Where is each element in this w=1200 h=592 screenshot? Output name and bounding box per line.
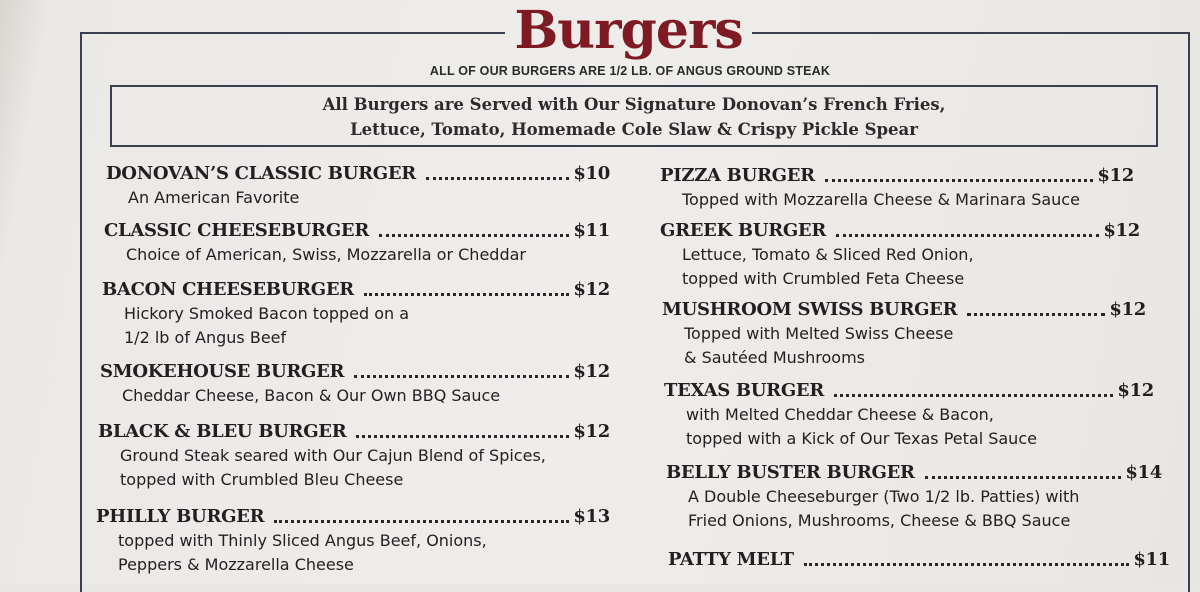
dot-leader <box>379 234 569 237</box>
menu-item-description: Lettuce, Tomato & Sliced Red Onion, <box>682 245 974 264</box>
dot-leader <box>925 476 1122 479</box>
menu-title: Burgers <box>514 0 743 61</box>
menu-item <box>668 549 1170 570</box>
frame-top-rule-right <box>752 32 1188 34</box>
menu-item-header <box>98 421 610 442</box>
menu-item-name: BELLY BUSTER BURGER <box>666 462 915 483</box>
menu-item-description: An American Favorite <box>128 188 300 207</box>
dot-leader <box>364 293 569 296</box>
menu-item-description: topped with Thinly Sliced Angus Beef, Onions, <box>118 531 487 550</box>
menu-item-name: MUSHROOM SWISS BURGER <box>662 299 958 320</box>
menu-item-price: $10 <box>573 163 610 184</box>
menu-item-price: $12 <box>1097 165 1134 186</box>
menu-item <box>102 279 610 350</box>
menu-item-price: $12 <box>573 361 610 382</box>
menu-item-description: with Melted Cheddar Cheese & Bacon, <box>686 405 994 424</box>
menu-item-description: topped with a Kick of Our Texas Petal Sauce <box>686 429 1037 448</box>
menu-item-price: $14 <box>1125 462 1162 483</box>
menu-item <box>662 299 1146 370</box>
dot-leader <box>356 435 569 438</box>
menu-item-header <box>660 165 1134 186</box>
menu-item-header <box>668 549 1170 570</box>
menu-item-header <box>662 299 1146 320</box>
menu-item <box>104 220 610 267</box>
menu-item-description: topped with Crumbled Feta Cheese <box>682 269 965 288</box>
menu-item-description: topped with Crumbled Bleu Cheese <box>120 470 404 489</box>
frame-top-rule-left <box>80 32 505 34</box>
menu-item-description: Ground Steak seared with Our Cajun Blend of Spices, <box>120 446 546 465</box>
dot-leader <box>825 179 1094 182</box>
menu-item <box>660 220 1140 291</box>
menu-item <box>96 506 610 577</box>
menu-item-description: Topped with Melted Swiss Cheese <box>684 324 954 343</box>
menu-item-name: BLACK & BLEU BURGER <box>98 421 347 442</box>
menu-item-description: Fried Onions, Mushrooms, Cheese & BBQ Sauce <box>688 511 1071 530</box>
menu-subtitle: ALL OF OUR BURGERS ARE 1/2 LB. OF ANGUS GROUND STEAK <box>429 64 831 78</box>
menu-item-header <box>106 163 610 184</box>
menu-item-description: Peppers & Mozzarella Cheese <box>118 555 354 574</box>
menu-item-description: Choice of American, Swiss, Mozzarella or Cheddar <box>126 245 526 264</box>
menu-item-header <box>666 462 1162 483</box>
menu-item-header <box>96 506 610 527</box>
dot-leader <box>274 520 569 523</box>
menu-item-price: $12 <box>1117 380 1154 401</box>
notice-line-2: Lettuce, Tomato, Homemade Cole Slaw & Crispy Pickle Spear <box>350 120 918 139</box>
menu-item-price: $11 <box>1133 549 1170 570</box>
dot-leader <box>426 177 569 180</box>
menu-item <box>666 462 1162 533</box>
dot-leader <box>354 375 569 378</box>
menu-item-description: & Sautéed Mushrooms <box>684 348 866 367</box>
menu-item-description: Hickory Smoked Bacon topped on a <box>124 304 410 323</box>
menu-item-header <box>100 361 610 382</box>
menu-item-header <box>104 220 610 241</box>
menu-item-name: TEXAS BURGER <box>664 380 824 401</box>
menu-item-name: GREEK BURGER <box>660 220 827 241</box>
menu-item-price: $11 <box>573 220 610 241</box>
served-with-notice <box>110 85 1158 147</box>
menu-item-header <box>102 279 610 300</box>
menu-item-description: A Double Cheeseburger (Two 1/2 lb. Patties) with <box>688 487 1080 506</box>
menu-item-price: $12 <box>573 279 610 300</box>
dot-leader <box>834 394 1113 397</box>
dot-leader <box>967 313 1105 316</box>
menu-item-description: 1/2 lb of Angus Beef <box>124 328 287 347</box>
menu-item-name: CLASSIC CHEESEBURGER <box>104 220 369 241</box>
menu-item <box>660 165 1134 212</box>
menu-item <box>98 421 610 492</box>
menu-item-name: PATTY MELT <box>668 549 794 570</box>
menu-item-price: $12 <box>1109 299 1146 320</box>
menu-item-price: $13 <box>573 506 610 527</box>
menu-item-name: BACON CHEESEBURGER <box>102 279 354 300</box>
menu-item <box>106 163 610 210</box>
menu-item-name: PHILLY BURGER <box>96 506 265 527</box>
dot-leader <box>804 563 1130 566</box>
menu-item <box>664 380 1154 451</box>
menu-item-header <box>660 220 1140 241</box>
menu-item-name: SMOKEHOUSE BURGER <box>100 361 345 382</box>
notice-line-1: All Burgers are Served with Our Signature Donovan’s French Fries, <box>322 95 946 114</box>
menu-item-description: Cheddar Cheese, Bacon & Our Own BBQ Sauce <box>122 386 501 405</box>
menu-item-description: Topped with Mozzarella Cheese & Marinara Sauce <box>682 190 1080 209</box>
menu-item-name: DONOVAN’S CLASSIC BURGER <box>106 163 416 184</box>
menu-item <box>100 361 610 408</box>
menu-item-price: $12 <box>1103 220 1140 241</box>
menu-item-header <box>664 380 1154 401</box>
menu-item-name: PIZZA BURGER <box>660 165 815 186</box>
dot-leader <box>836 234 1099 237</box>
menu-item-price: $12 <box>573 421 610 442</box>
